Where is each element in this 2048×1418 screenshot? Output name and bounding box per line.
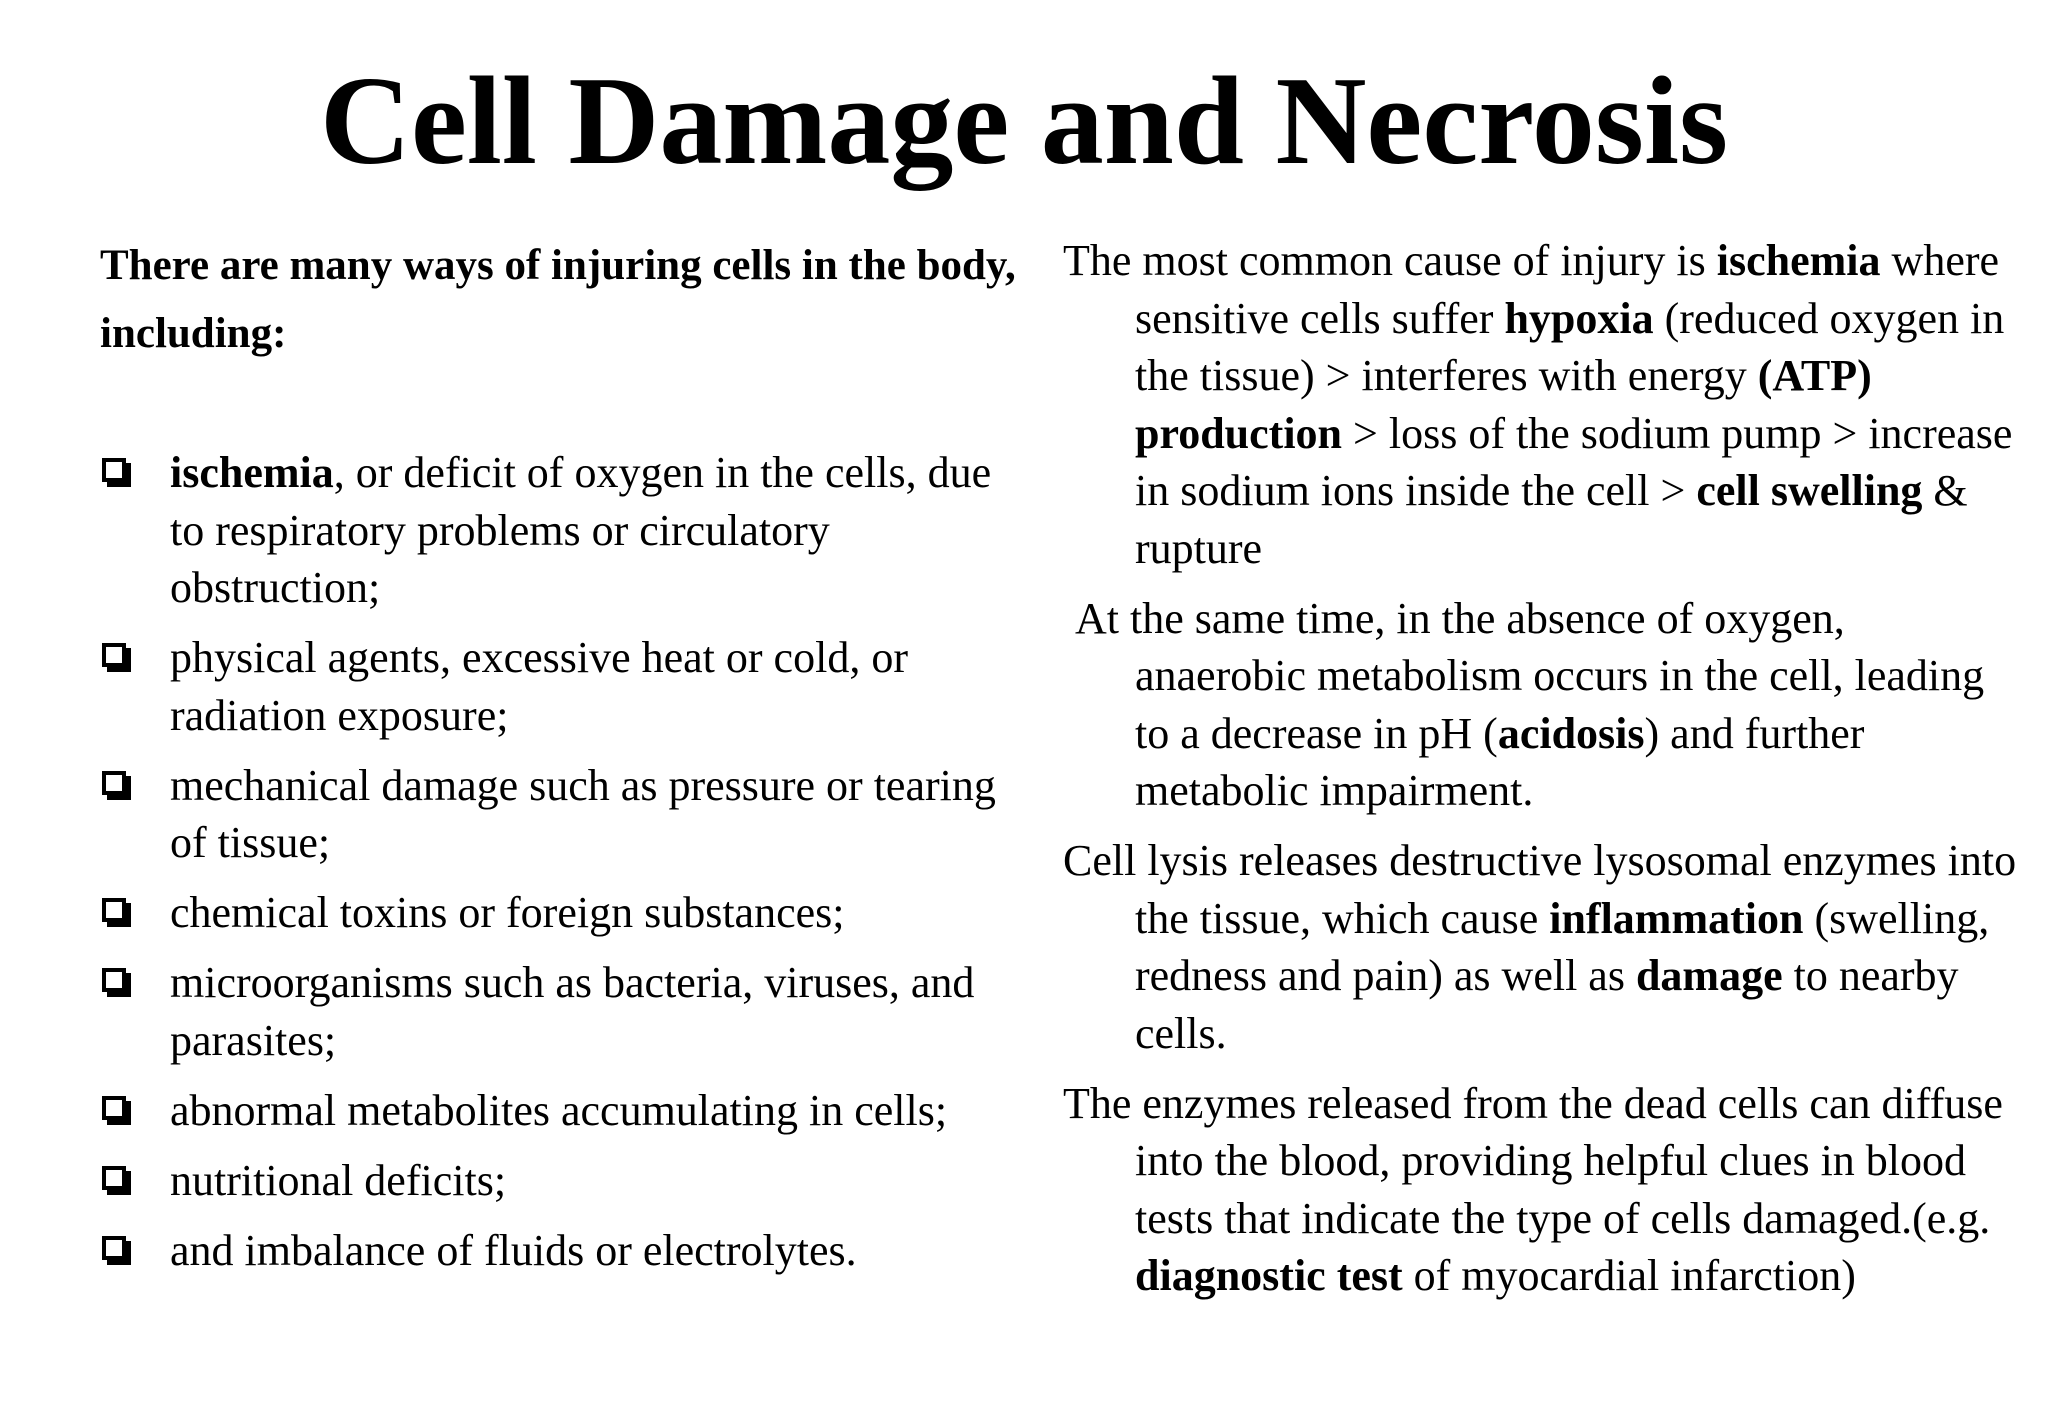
checkbox-bullet-icon [102, 1096, 126, 1120]
bold-term: diagnostic test [1135, 1251, 1403, 1300]
list-item [100, 629, 1020, 744]
bold-term: damage [1635, 951, 1783, 1000]
bullet-bold-term: ischemia [170, 448, 334, 497]
page-title: Cell Damage and Necrosis [319, 52, 1729, 191]
para-text: & rupture [1135, 466, 1968, 573]
injury-cause-list [100, 444, 1020, 1292]
checkbox-bullet-icon [102, 771, 126, 795]
para-text: where sensitive cells suffer [1135, 236, 2000, 343]
acidosis-paragraph [1075, 590, 2023, 820]
para-text: Cell lysis releases destructive lysosomal enzymes into the tissue, which cause [1063, 836, 2017, 943]
bullet-text: chemical toxins or foreign substances; [170, 888, 845, 937]
bold-term: inflammation [1549, 893, 1804, 943]
checkbox-bullet-icon [102, 458, 126, 482]
list-item [100, 884, 1020, 942]
para-text: ) and further metabolic impairment. [1135, 708, 1865, 815]
bold-term: (ATP) production [1135, 351, 1872, 458]
para-text: to nearby cells. [1135, 951, 1959, 1058]
checkbox-bullet-icon [102, 1236, 126, 1260]
list-item [100, 1082, 1020, 1140]
ischemia-paragraph [1063, 232, 2023, 577]
list-item [100, 1222, 1020, 1280]
checkbox-bullet-icon [102, 968, 126, 992]
inflammation-paragraph [1063, 832, 2023, 1062]
bullet-text: physical agents, excessive heat or cold, or radiation exposure; [170, 633, 908, 740]
bullet-text: nutritional deficits; [170, 1155, 507, 1205]
bold-term: acidosis [1497, 708, 1645, 758]
bullet-text: mechanical damage such as pressure or tearing of tissue; [170, 760, 996, 867]
bullet-text: microorganisms such as bacteria, viruses, and parasites; [170, 958, 975, 1065]
para-text: of myocardial infarction) [1402, 1251, 1856, 1300]
para-text: (swelling, redness and pain) as well as [1135, 893, 1990, 1000]
para-text: The enzymes released from the dead cells can diffuse into the blood, providing helpful clues in blood tests that indicate the type of cells damaged.(e.g. [1063, 1078, 2003, 1243]
para-text: (reduced oxygen in the tissue) > interferes with energy [1135, 293, 2005, 400]
bold-term: cell swelling [1696, 466, 1923, 515]
para-text: > loss of the sodium pump > increase in sodium ions inside the cell > [1135, 408, 2013, 515]
bold-term: ischemia [1716, 236, 1881, 285]
left-column [100, 232, 1020, 1275]
right-column [1063, 232, 2023, 1317]
checkbox-bullet-icon [102, 643, 126, 667]
checkbox-bullet-icon [102, 898, 126, 922]
bullet-text: , or deficit of oxygen in the cells, due to respiratory problems or circulatory obstruction; [170, 448, 992, 612]
bullet-text: and imbalance of fluids or electrolytes. [170, 1225, 857, 1275]
para-text: The most common cause of injury is [1063, 236, 1717, 285]
diagnostic-paragraph [1063, 1075, 2023, 1305]
list-item [100, 757, 1020, 872]
intro-text: There are many ways of injuring cells in the body, including: [100, 242, 1016, 357]
list-item [100, 1152, 1020, 1210]
bullet-text: abnormal metabolites accumulating in cells; [170, 1085, 948, 1135]
bold-term: hypoxia [1504, 293, 1654, 343]
checkbox-bullet-icon [102, 1166, 126, 1190]
list-item [100, 954, 1020, 1069]
list-item [100, 444, 1020, 617]
para-text: At the same time, in the absence of oxygen, anaerobic metabolism occurs in the cell, leading to a decrease in pH ( [1075, 593, 1985, 758]
